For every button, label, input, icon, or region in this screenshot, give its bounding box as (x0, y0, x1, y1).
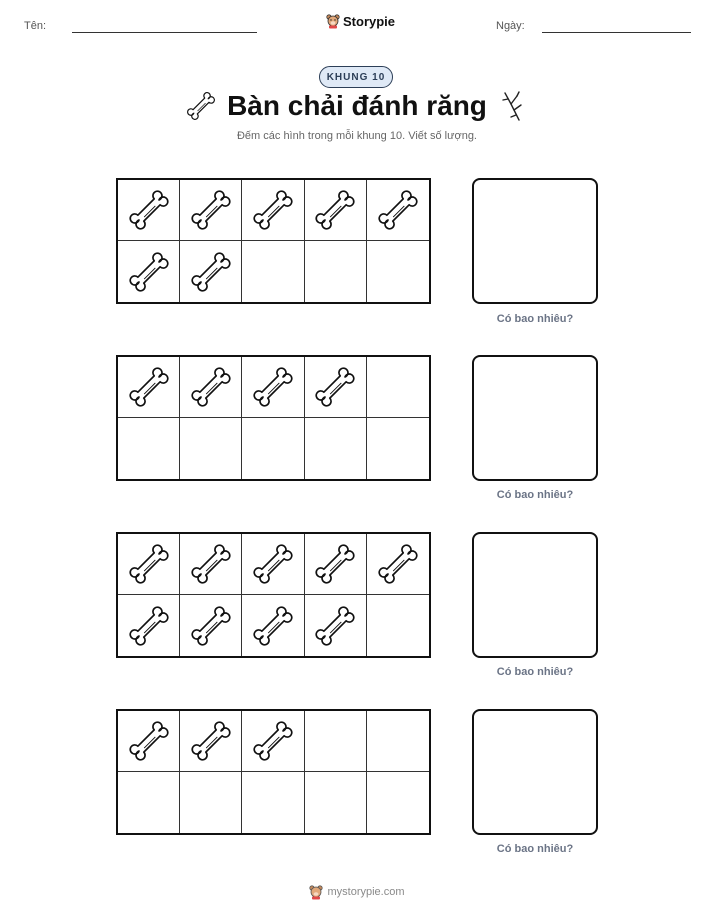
answer-prompt-4: Có bao nhiêu? (496, 843, 574, 855)
frame-cell (367, 357, 429, 418)
bone-icon (128, 720, 170, 762)
frame-cell (305, 357, 367, 418)
bone-icon (190, 366, 232, 408)
bone-icon (252, 720, 294, 762)
frame-cell (367, 772, 429, 833)
frame-cell (367, 241, 429, 302)
name-label: Tên: (24, 20, 47, 32)
frame-cell (118, 772, 180, 833)
answer-prompt-3: Có bao nhiêu? (496, 666, 574, 678)
frame-cell (305, 772, 367, 833)
bone-icon (314, 605, 356, 647)
ten-frame-badge: KHUNG 10 (319, 66, 393, 88)
frame-cell (242, 357, 304, 418)
frame-cell (305, 711, 367, 772)
frame-cell (180, 418, 242, 479)
frame-cell (367, 711, 429, 772)
frame-cell (242, 534, 304, 595)
frame-cell (367, 595, 429, 656)
frame-cell (242, 772, 304, 833)
answer-prompt-2: Có bao nhiêu? (496, 489, 574, 501)
bone-icon (377, 189, 419, 231)
storypie-logo (326, 13, 395, 29)
page-title: Bàn chải đánh răng (227, 90, 487, 121)
frame-cell (242, 595, 304, 656)
frame-cell (242, 711, 304, 772)
bone-icon (377, 543, 419, 585)
bone-icon (252, 366, 294, 408)
frame-cell (305, 241, 367, 302)
bone-icon (128, 543, 170, 585)
frame-cell (305, 534, 367, 595)
bone-icon (190, 543, 232, 585)
name-line[interactable] (72, 32, 257, 33)
frame-cell (305, 180, 367, 241)
bone-icon (190, 720, 232, 762)
bone-icon (252, 189, 294, 231)
answer-box-2[interactable] (472, 355, 598, 481)
frame-cell (118, 357, 180, 418)
answer-box-1[interactable] (472, 178, 598, 304)
answer-box-4[interactable] (472, 709, 598, 835)
frame-cell (118, 180, 180, 241)
twig-icon (497, 90, 527, 124)
bear-mascot-icon (309, 884, 323, 900)
frame-cell (305, 595, 367, 656)
frame-cell (305, 418, 367, 479)
date-label: Ngày: (496, 20, 525, 32)
bear-mascot-icon (326, 13, 340, 29)
answer-prompt-1: Có bao nhiêu? (496, 313, 574, 325)
ten-frame-4 (116, 709, 431, 835)
date-line[interactable] (542, 32, 691, 33)
frame-cell (242, 180, 304, 241)
frame-cell (118, 418, 180, 479)
bone-icon (190, 605, 232, 647)
frame-cell (367, 180, 429, 241)
frame-cell (367, 534, 429, 595)
bone-icon (190, 189, 232, 231)
bone-icon (314, 543, 356, 585)
bone-icon (252, 605, 294, 647)
bone-icon (128, 251, 170, 293)
frame-cell (367, 418, 429, 479)
frame-cell (242, 241, 304, 302)
frame-cell (118, 241, 180, 302)
bone-icon (190, 251, 232, 293)
frame-cell (118, 534, 180, 595)
frame-cell (180, 357, 242, 418)
frame-cell (180, 595, 242, 656)
footer-site: mystorypie.com (327, 886, 405, 898)
footer (0, 884, 714, 900)
frame-cell (180, 180, 242, 241)
frame-cell (180, 241, 242, 302)
bone-icon (252, 543, 294, 585)
frame-cell (242, 418, 304, 479)
frame-cell (118, 595, 180, 656)
bone-icon (128, 189, 170, 231)
frame-cell (180, 534, 242, 595)
answer-box-3[interactable] (472, 532, 598, 658)
frame-cell (180, 711, 242, 772)
bone-icon (128, 366, 170, 408)
bone-icon (128, 605, 170, 647)
frame-cell (180, 772, 242, 833)
bone-icon (314, 189, 356, 231)
bone-icon (314, 366, 356, 408)
frame-cell (118, 711, 180, 772)
ten-frame-3 (116, 532, 431, 658)
instructions: Đếm các hình trong mỗi khung 10. Viết số lượng. (236, 130, 477, 142)
ten-frame-1 (116, 178, 431, 304)
brand-name: Storypie (343, 13, 396, 29)
ten-frame-2 (116, 355, 431, 481)
